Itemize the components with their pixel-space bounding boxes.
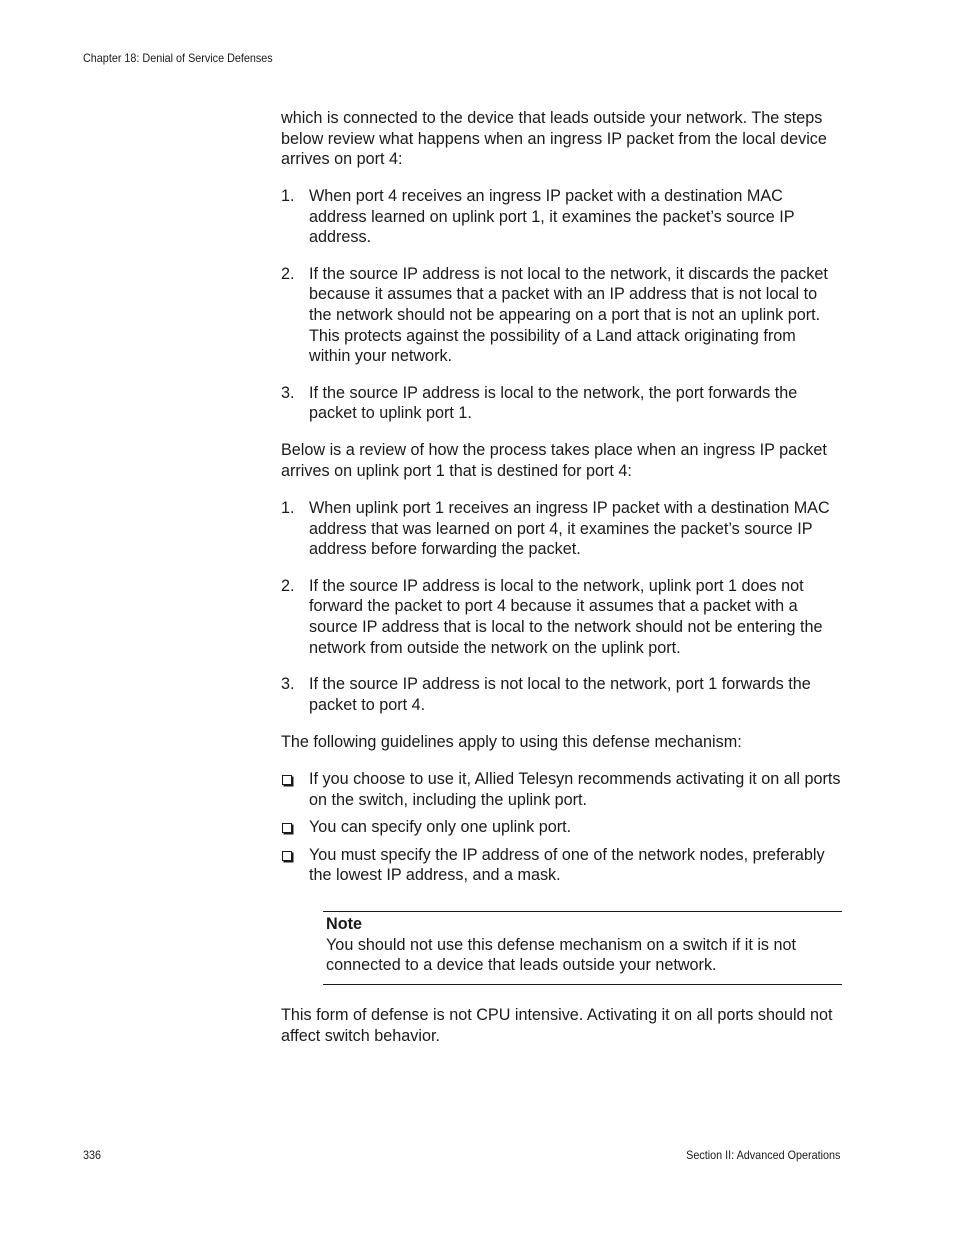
body-section-1: [281, 108, 841, 170]
intro-paragraph: which is connected to the device that leads outside your network. The steps below review what happens when an ingress IP packet from the local device arrives on port 4:: [281, 109, 827, 169]
checkbox-bullet-icon: [282, 823, 292, 833]
review-paragraph: Below is a review of how the process takes place when an ingress IP packet arrives on uplink port 1 that is destined for port 4:: [281, 441, 827, 480]
guideline-text: You can specify only one uplink port.: [309, 818, 572, 837]
step-text: When port 4 receives an ingress IP packet with a destination MAC address learned on uplink port 1, it examines the packet’s source IP address.: [309, 187, 795, 247]
guidelines-intro: The following guidelines apply to using this defense mechanism:: [281, 733, 742, 751]
guideline-item: [281, 769, 841, 810]
step-number: 2.: [281, 264, 295, 283]
step-text: If the source IP address is not local to the network, port 1 forwards the packet to port 4.: [309, 675, 811, 714]
checkbox-bullet-icon: [282, 851, 292, 861]
body-section-4: [281, 1005, 841, 1046]
step-number: 3.: [281, 675, 295, 694]
footer-section-title: Section II: Advanced Operations: [685, 1148, 840, 1162]
guideline-text: You must specify the IP address of one of the network nodes, preferably the lowest IP address, and a mask.: [309, 845, 825, 885]
step-number: 3.: [281, 383, 295, 402]
guideline-text: If you choose to use it, Allied Telesyn recommends activating it on all ports on the switch, including the uplink port.: [309, 770, 841, 809]
step-number: 1.: [281, 499, 295, 517]
body-section-3: [281, 732, 841, 753]
step-number: 1.: [281, 187, 295, 205]
step-text: If the source IP address is local to the network, uplink port 1 does not forward the packet to port 4 because it assumes that a packet with a source IP address that is local to the network should not be entering the network from outside the network on the uplink port.: [309, 576, 823, 657]
step-number: 2.: [281, 576, 295, 595]
step-item: [281, 186, 841, 248]
guideline-item: [281, 817, 841, 838]
steps-list-b: [281, 498, 841, 715]
step-item: [281, 264, 841, 367]
note-text: You should not use this defense mechanism on a switch if it is not connected to a device that leads outside your network.: [326, 935, 797, 975]
step-text: If the source IP address is not local to the network, it discards the packet because it assumes that a packet with an IP address that is not local to the network should not be appearing on a port that is not an uplink port. This protects against the possibility of a Land attack originating from within your network.: [309, 264, 828, 366]
closing-paragraph: This form of defense is not CPU intensive. Activating it on all ports should not affect switch behavior.: [281, 1006, 833, 1045]
step-item: [281, 576, 841, 658]
step-item: [281, 383, 841, 424]
steps-list-a: [281, 186, 841, 424]
page-number: 336: [83, 1148, 102, 1162]
step-text: If the source IP address is local to the network, the port forwards the packet to uplink port 1.: [309, 383, 798, 423]
note-title: Note: [326, 915, 362, 933]
step-item: [281, 674, 841, 715]
guideline-item: [281, 845, 841, 886]
step-item: [281, 498, 841, 560]
running-head: Chapter 18: Denial of Service Defenses: [83, 51, 273, 65]
step-text: When uplink port 1 receives an ingress IP packet with a destination MAC address that was learned on port 4, it examines the packet’s source IP address before forwarding the packet.: [309, 499, 830, 559]
checkbox-bullet-icon: [282, 775, 292, 785]
guidelines-list: [281, 769, 841, 886]
body-section-2: [281, 440, 841, 481]
note-box: [323, 911, 842, 985]
